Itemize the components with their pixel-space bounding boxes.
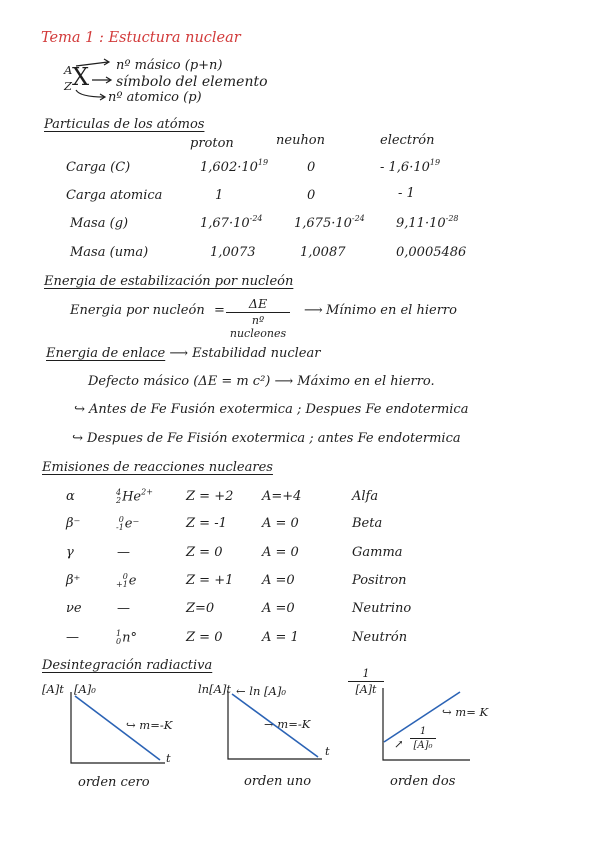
binding-heading-label: Energia de enlace (46, 346, 166, 361)
stabilization-result: Mínimo en el hierro (326, 303, 457, 318)
emission-nuclide: — (117, 601, 130, 616)
graph2-slope: → m=-K (264, 717, 311, 731)
emission-z-change: Z = 0 (186, 630, 223, 645)
stabilization-heading: Energia de estabilización por nucleón (44, 274, 294, 289)
emission-name: Neutrino (352, 601, 412, 616)
graph3-intercept-den: [A]₀ (413, 740, 433, 751)
decay-heading: Desintegración radiactiva (42, 658, 213, 673)
emission-symbol: — (66, 630, 79, 645)
arrow-icon: ⟶ (304, 303, 323, 318)
arrow-icon: ⟶ (169, 346, 189, 361)
graph1-slope: ↪ m=-K (126, 718, 173, 732)
emission-a-change: A =0 (262, 601, 295, 616)
cell-proton: 1 (215, 188, 224, 203)
arrow-icon: ↪ (442, 705, 456, 719)
emission-z-change: Z = -1 (186, 516, 227, 531)
notation-line-atomic: nº atomico (p) (108, 90, 202, 105)
cell-proton: 1,0073 (210, 245, 256, 260)
emission-symbol: β⁺ (66, 573, 81, 588)
nuclide-indices: 1 0 (116, 629, 122, 646)
cell-electron: - 1 (398, 186, 415, 201)
emission-nuclide: 1 0 n° (116, 629, 137, 646)
emission-z-change: Z = 0 (186, 545, 223, 560)
nuclide-indices: 0 -1 (116, 515, 124, 532)
graph3-ylabel-den: [A]t (355, 683, 377, 696)
emission-symbol: γ (66, 545, 74, 560)
emission-z-change: Z = +1 (186, 573, 234, 588)
cell-electron: - $1,6\cdot 10^{19}$ (380, 158, 441, 175)
arrow-icon: ← (236, 684, 250, 698)
binding-heading-result: Estabilidad nuclear (192, 346, 321, 361)
fraction-numerator: ΔE (248, 296, 268, 311)
cell-proton: $1,67\cdot 10^{-24}$ (200, 214, 263, 231)
graph2-line (232, 694, 318, 757)
emission-z-change: Z=0 (186, 601, 215, 616)
col-neutron: neuhon (276, 133, 326, 148)
stabilization-lhs: Energia por nucleón (70, 303, 205, 318)
fusion-line: ↪ Antes de Fe Fusión exotermica ; Despues Fe endotermica (74, 402, 469, 417)
nuclide-indices: 0 +1 (116, 572, 128, 589)
mass-defect-line: Defecto másico (ΔE = m c²) ⟶ Máximo en el hierro. (88, 374, 435, 389)
graph2-ylabel: ln[A]t (198, 682, 231, 696)
notation-line-symbol: símbolo del elemento (116, 74, 268, 90)
graph3-ylabel-num: 1 (362, 667, 370, 680)
atomic-number-label: Z (64, 79, 72, 93)
emission-nuclide: 0 -1 e⁻ (116, 515, 140, 532)
graph3-intercept-num: 1 (419, 726, 427, 737)
graph1-xlabel: t (166, 751, 171, 765)
cell-electron: $9,11\cdot 10^{-28}$ (396, 214, 459, 231)
arrow-icon: ↪ (126, 718, 140, 732)
emission-name: Alfa (352, 489, 379, 504)
cell-electron: 0,0005486 (396, 245, 467, 260)
particles-heading: Particulas de los atómos (44, 117, 205, 132)
fraction-denominator: nº nucleones (229, 314, 287, 340)
emission-a-change: A = 1 (262, 630, 299, 645)
row-label: Carga atomica (66, 188, 163, 203)
graph3-slope: ↪ m= K (442, 705, 489, 719)
page-title: Tema 1 : Estuctura nuclear (41, 30, 241, 46)
emission-symbol: β⁻ (66, 516, 81, 531)
row-label: Masa (g) (70, 216, 129, 231)
graph3-line (384, 692, 460, 742)
row-label: Masa (uma) (70, 245, 149, 260)
cell-neutron: 1,0087 (300, 245, 346, 260)
emission-name: Gamma (352, 545, 403, 560)
emission-name: Positron (352, 573, 407, 588)
emission-z-change: Z = +2 (186, 489, 234, 504)
graph2-xlabel: t (325, 744, 330, 758)
graph3-caption: orden dos (390, 774, 456, 789)
fission-line: ↪ Despues de Fe Fisión exotermica ; antes Fe endotermica (72, 431, 461, 446)
graph1-caption: orden cero (78, 775, 150, 790)
emission-a-change: A=+4 (262, 489, 302, 504)
graph2-intercept: ← ln [A]₀ (236, 684, 286, 698)
equals-sign: = (214, 303, 225, 318)
graph3-axes (383, 688, 470, 760)
emissions-heading: Emisiones de reacciones nucleares (42, 460, 273, 475)
cell-proton: $1,602\cdot 10^{19}$ (200, 158, 269, 175)
cell-neutron: $1,675\cdot 10^{-24}$ (294, 214, 365, 231)
element-symbol: X (72, 63, 90, 91)
emission-nuclide: 4 2 $He^{2+}$ (116, 487, 153, 505)
cell-neutron: 0 (307, 160, 316, 175)
emission-a-change: A = 0 (262, 545, 299, 560)
arrow-icon (76, 90, 104, 97)
graph1-line (75, 696, 160, 760)
arrow-icon (76, 62, 108, 66)
mass-number-label: A (64, 63, 73, 77)
arrow-icon: → (264, 717, 278, 731)
cell-neutron: 0 (307, 188, 316, 203)
col-electron: electrón (380, 133, 435, 148)
graph1-ylabel: [A]t (42, 682, 64, 696)
graph1-intercept: [A]₀ (74, 682, 96, 696)
col-proton: proton (190, 136, 234, 151)
nuclide-indices: 4 2 (116, 488, 122, 505)
emission-nuclide: — (117, 545, 130, 560)
arrow-icon: ↗ (394, 737, 404, 751)
emission-symbol: α (66, 489, 75, 504)
emission-a-change: A = 0 (262, 516, 299, 531)
row-label: Carga (C) (66, 160, 131, 175)
emission-a-change: A =0 (262, 573, 295, 588)
emission-name: Neutrón (352, 630, 408, 645)
emission-symbol: νe (66, 601, 82, 616)
emission-name: Beta (352, 516, 383, 531)
emission-nuclide: 0 +1 e (116, 572, 137, 589)
graph2-caption: orden uno (244, 774, 312, 789)
notation-line-mass: nº másico (p+n) (116, 58, 223, 73)
